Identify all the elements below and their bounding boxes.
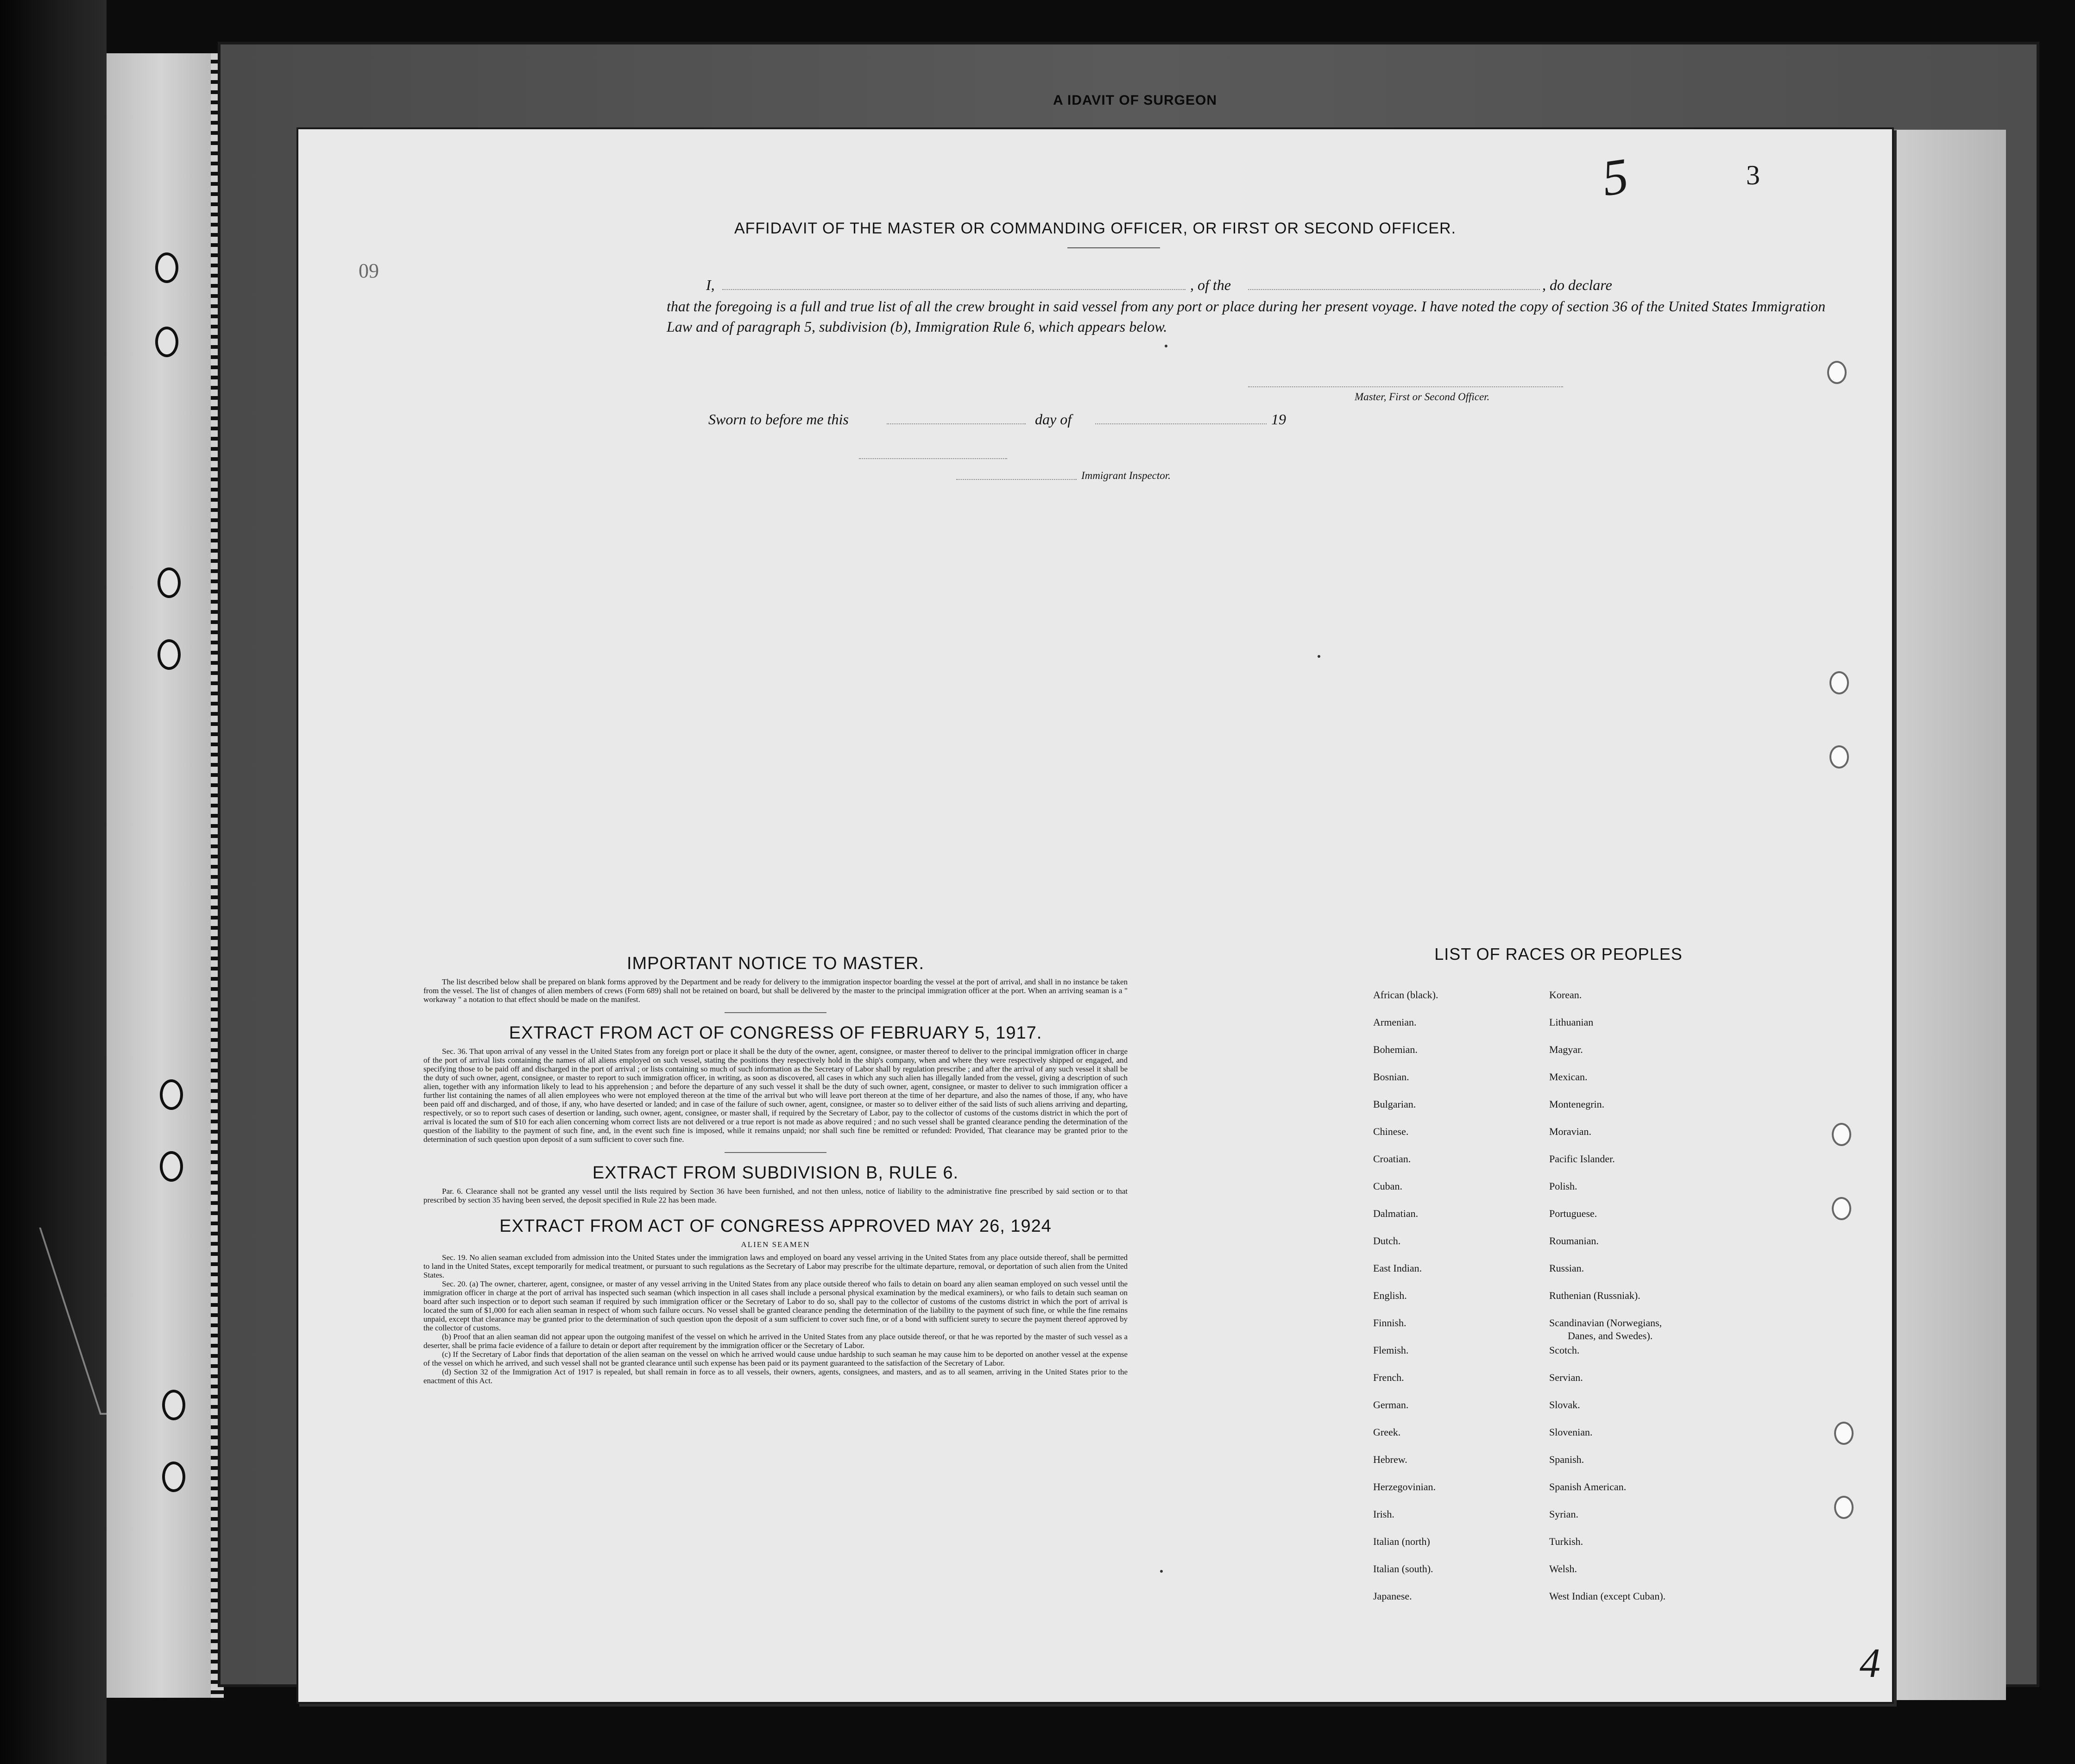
binder-hole — [162, 1390, 185, 1420]
page-hole — [1829, 671, 1849, 694]
surgeon-affidavit-header: A IDAVIT OF SURGEON — [1053, 93, 1217, 108]
extract-1917-title: EXTRACT FROM ACT OF CONGRESS OF FEBRUARY 5, 1917. — [509, 1023, 1042, 1043]
race-item: Roumanian. — [1549, 1235, 1599, 1247]
ink-speck — [1165, 345, 1167, 347]
affidavit-i-label: I, — [706, 277, 715, 293]
binder-hole — [160, 1079, 183, 1110]
race-item: African (black). — [1373, 989, 1438, 1001]
faint-page-number: 09 — [359, 259, 379, 282]
handwritten-number: 4 — [1860, 1640, 1880, 1686]
race-item: Magyar. — [1549, 1044, 1583, 1055]
vessel-name-line — [1248, 289, 1540, 290]
page-hole — [1834, 1496, 1854, 1519]
declare-label: , do declare — [1542, 277, 1612, 293]
document-page — [296, 127, 1894, 1704]
race-item: Ruthenian (Russniak). — [1549, 1290, 1640, 1301]
of-the-label: , of the — [1190, 277, 1231, 293]
page-hole — [1834, 1422, 1854, 1445]
race-item-line: Danes, and Swedes). — [1568, 1330, 1653, 1342]
race-item: Moravian. — [1549, 1126, 1592, 1137]
race-item: Servian. — [1549, 1372, 1583, 1383]
alien-seamen-subtitle: ALIEN SEAMEN — [741, 1240, 810, 1249]
affidavit-title: AFFIDAVIT OF THE MASTER OR COMMANDING OFFICER, OR FIRST OR SECOND OFFICER. — [734, 220, 1457, 237]
race-item: Bulgarian. — [1373, 1098, 1416, 1110]
race-item: Pacific Islander. — [1549, 1153, 1615, 1165]
extract-1917-text: Sec. 36. That upon arrival of any vessel in the United States from any foreign port or place it shall be the duty of the owner, agent, consignee, or master thereof to deliver to the principal immigration officer in charge of the port of arrival lists containing the names of all aliens employed on such vessel, stating the positions they respectively hold in the ship's company, when and where they were respectively shipped or engaged, and specifying those to be paid off and discharged in the port of arrival ; or lists containing so much of such information as the Secretary of Labor shall by regulation prescribe ; and after the arrival of any such vessel it shall be the duty of such owner, agent, consignee, or master to report to such immigration officer, in writing, as soon as discovered, all cases in which any such alien has illegally landed from the vessel, giving a description of such alien, together with any information likely to lead to his apprehension ; and before the departure of any such vessel it shall be the duty of such owner, agent, consignee, or master to deliver to such immigration officer a further list containing the names of all alien employees who were not employed thereon at the time of the arrival but who will leave port thereon at the time of her departure, and also the names of those, if any, who have been paid off and discharged, and of those, if any, who have deserted or landed; and in case of the failure of such owner, agent, consignee, or master so to deliver either of the said lists of such aliens arriving and departing, respectively, or so to report such cases of desertion or landing, such owner, agent, consignee, or master shall, if required by the Secretary of Labor, pay to the collector of customs of the customs district in which the port of arrival is located the sum of $10 for each alien concerning whom correct lists are not delivered or a true report is not made as above required ; and no such vessel shall be granted clearance pending the determination of the question of the liability to the payment of such fine, and, in the event such fine is imposed, while it remains unpaid; nor shall such fine be remitted or refunded: Provided, That clearance may be granted prior to the determination of such question upon deposit of a sum sufficient to cover such fine. — [423, 1047, 1128, 1144]
signer-label: Master, First or Second Officer. — [1355, 391, 1490, 403]
inspector-line — [956, 479, 1077, 480]
scanner-edge — [0, 0, 107, 1764]
important-notice — [423, 954, 1128, 1385]
race-item: Spanish American. — [1549, 1481, 1627, 1493]
race-item: Bosnian. — [1373, 1071, 1409, 1083]
extract-rule6-text: Par. 6. Clearance shall not be granted any vessel until the lists required by Section 36 have been furnished, and not then unless, notice of liability to the administrative fine prescribed by said section or to that prescribed by section 35 having been served, the deposit specified in Rule 22 has been made. — [423, 1187, 1128, 1204]
race-item: Slovenian. — [1549, 1426, 1593, 1438]
day-of-label: day of — [1035, 411, 1072, 428]
race-item: Irish. — [1373, 1508, 1394, 1520]
binder-strip — [107, 53, 219, 1698]
race-item: Slovak. — [1549, 1399, 1580, 1411]
race-item: Armenian. — [1373, 1016, 1417, 1028]
binder-hole — [155, 327, 178, 357]
race-item: Montenegrin. — [1549, 1098, 1605, 1110]
notice-title: IMPORTANT NOTICE TO MASTER. — [626, 954, 925, 973]
extract-1924-paragraph: Sec. 20. (a) The owner, charterer, agent, consignee, or master of any vessel arriving in the United States from any place outside thereof who fails to detain on board any alien seaman employed on such vessel until the immigration officer in charge at the port of arrival has inspected such seaman (which inspection in all cases shall include a personal physical examination by the medical examiners), or who fails to detain such seaman on board after such inspection or to deport such seaman if required by such immigration officer or the Secretary of Labor to do so, shall pay to the collector of customs of the customs district in which the port of arrival is located the sum of $1,000 for each alien seaman in respect of whom such failure occurs. No vessel shall be granted clearance pending the determination of the liability to the payment of such fine, or while the fine remains unpaid, except that clearance may be granted prior to the determination of such question upon the deposit of a sum sufficient to cover such fine, or of a bond with sufficient surety to secure the payment thereof approved by the collector of customs. — [423, 1279, 1128, 1332]
race-item: Greek. — [1373, 1426, 1401, 1438]
notice-text: The list described below shall be prepared on blank forms approved by the Department and be ready for delivery to the immigration inspector boarding the vessel at the port of arrival, and shall in no instance be taken from the vessel. The list of changes of alien members of crews (Form 689) shall not be retained on board, but shall be delivered by the master to the principal immigration officer at the port. When an arriving seaman is a " workaway " a notation to that effect should be made on the manifest. — [423, 977, 1128, 1004]
signature-line — [1248, 386, 1563, 387]
race-item: Dalmatian. — [1373, 1208, 1419, 1219]
race-item: Scotch. — [1549, 1344, 1580, 1356]
race-item: Hebrew. — [1373, 1454, 1407, 1465]
race-item: Lithuanian — [1549, 1016, 1594, 1028]
binder-hole — [158, 639, 181, 670]
race-item: Finnish. — [1373, 1317, 1406, 1329]
page-hole — [1832, 1123, 1851, 1146]
handwritten-number: 3 — [1746, 160, 1760, 190]
race-item: Herzegovinian. — [1373, 1481, 1436, 1493]
affidavit-statement: that the foregoing is a full and true list of all the crew brought in said vessel from any port or place during her present voyage. I have noted the copy of section 36 of the United States Immigration Law and of paragraph 5, subdivision (b), Immigration Rule 6, which appears below. — [667, 298, 1826, 335]
race-item: English. — [1373, 1290, 1407, 1301]
race-item: German. — [1373, 1399, 1409, 1411]
extract-1924-paragraph: (b) Proof that an alien seaman did not appear upon the outgoing manifest of the vessel on which he arrived in the United States from any place outside thereof, or that he was reported by the master of such vessel as a deserter, shall be prima facie evidence of a failure to detain or deport after requirement by the immigration officer or the Secretary of Labor. — [423, 1332, 1128, 1350]
race-item — [1549, 1317, 1790, 1344]
year-label: 19 — [1271, 411, 1286, 428]
race-item: Polish. — [1549, 1180, 1577, 1192]
races-list — [1373, 989, 1790, 1617]
master-name-line — [722, 289, 1186, 290]
underlying-page — [1890, 130, 2006, 1700]
race-item: Croatian. — [1373, 1153, 1411, 1165]
race-item: Syrian. — [1549, 1508, 1578, 1520]
race-item: Turkish. — [1549, 1536, 1583, 1547]
page-hole — [1827, 361, 1847, 384]
inspector-line — [859, 458, 1007, 459]
divider — [725, 1152, 826, 1153]
day-line — [887, 423, 1026, 424]
race-item: Dutch. — [1373, 1235, 1401, 1247]
race-item: Spanish. — [1549, 1454, 1584, 1465]
races-title: LIST OF RACES OR PEOPLES — [1434, 945, 1683, 964]
race-item: Welsh. — [1549, 1563, 1577, 1575]
race-item: Chinese. — [1373, 1126, 1409, 1137]
race-item: Italian (south). — [1373, 1563, 1433, 1575]
inspector-label: Immigrant Inspector. — [1081, 470, 1171, 481]
extract-1924-paragraph: Sec. 19. No alien seaman excluded from admission into the United States under the immigration laws and employed on board any vessel arriving in the United States from any place outside thereof, shall be permitted to land in the United States, except temporarily for medical treatment, or pursuant to such regulations as the Secretary of Labor may prescribe for the ultimate departure, removal, or deportation of such alien from the United States. — [423, 1253, 1128, 1279]
ink-speck — [1160, 1570, 1163, 1573]
extract-rule6-title: EXTRACT FROM SUBDIVISION B, RULE 6. — [592, 1163, 959, 1183]
race-item: Portuguese. — [1549, 1208, 1597, 1219]
handwritten-number: 5 — [1598, 147, 1632, 207]
divider — [725, 1012, 826, 1013]
binder-hole — [162, 1462, 185, 1492]
extract-1924-paragraph: (d) Section 32 of the Immigration Act of 1917 is repealed, but shall remain in force as to all vessels, their owners, agents, consignees, and masters, and as to all seamen, arriving in the United States prior to the enactment of this Act. — [423, 1367, 1128, 1385]
divider — [1067, 247, 1160, 248]
extract-1924-title: EXTRACT FROM ACT OF CONGRESS APPROVED MAY 26, 1924 — [499, 1216, 1052, 1236]
page-hole — [1829, 745, 1849, 769]
race-item: Cuban. — [1373, 1180, 1402, 1192]
race-item: Japanese. — [1373, 1590, 1412, 1602]
race-item: Bohemian. — [1373, 1044, 1418, 1055]
race-item: French. — [1373, 1372, 1404, 1383]
binder-hole — [160, 1151, 183, 1182]
ink-speck — [1318, 655, 1320, 658]
race-item-line: Scandinavian (Norwegians, — [1549, 1317, 1662, 1329]
binder-hole — [155, 252, 178, 283]
page-hole — [1832, 1197, 1851, 1220]
race-item: Mexican. — [1549, 1071, 1588, 1083]
race-item: West Indian (except Cuban). — [1549, 1590, 1666, 1602]
sworn-label: Sworn to before me this — [708, 411, 849, 428]
month-line — [1095, 423, 1267, 424]
race-item: Italian (north) — [1373, 1536, 1430, 1547]
race-item: Russian. — [1549, 1262, 1584, 1274]
race-item: Flemish. — [1373, 1344, 1409, 1356]
race-item: Korean. — [1549, 989, 1582, 1001]
binder-hole — [158, 567, 181, 598]
race-item: East Indian. — [1373, 1262, 1422, 1274]
extract-1924-paragraph: (c) If the Secretary of Labor finds that deportation of the alien seaman on the vessel on which he arrived would cause undue hardship to such seaman he may cause him to be deported on another vessel at the expense of the vessel on which he arrived, and such vessel shall not be granted clearance until such expense has been paid or its payment guaranteed to the satisfaction of the Secretary of Labor. — [423, 1350, 1128, 1367]
